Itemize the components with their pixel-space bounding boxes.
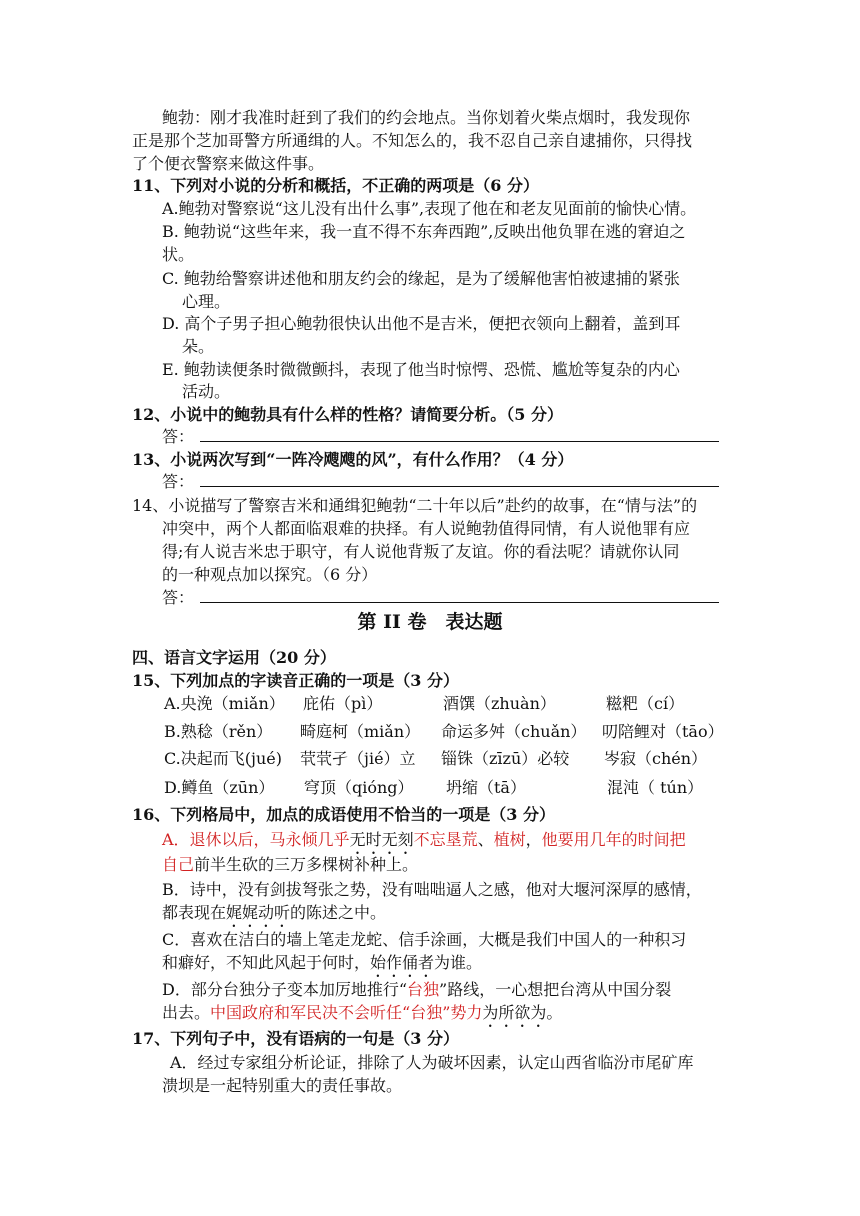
question-11-stem: 11、下列对小说的分析和概括，不正确的两项是（6 分） xyxy=(132,176,539,195)
part-4-title: 四、语言文字运用（20 分） xyxy=(132,648,336,667)
q16-a2-black: 前半生砍的三万多棵树补种上。 xyxy=(194,855,419,874)
passage-line-2: 正是那个芝加哥警方所通缉的人。不知怎么的，我不忍自己亲自逮捕你，只得找 xyxy=(132,131,693,150)
q16-a-red-4: 他要用几年的时间把 xyxy=(541,830,686,849)
q16-d1-red: 台独 xyxy=(407,980,440,999)
q16-a-red-1: A．退休以后，马永倾几乎 xyxy=(162,830,350,849)
q16-b2-pre: 都表现在 xyxy=(162,903,227,922)
q16-a-black-2: 、 xyxy=(477,830,494,849)
q16-a-red-2: 不忘垦荒 xyxy=(413,830,478,849)
q12-answer-line xyxy=(200,441,719,442)
q16-option-d-line-1 xyxy=(162,979,671,1001)
q16-b2-post: 的陈述之中。 xyxy=(290,903,387,922)
q13-answer-label: 答： xyxy=(162,472,195,491)
q15-b-item-2: 畸庭柯（miǎn） xyxy=(300,722,421,741)
q15-a-item-4: 糍粑（cí） xyxy=(606,694,685,713)
q11-option-e-line-2: 活动。 xyxy=(182,382,231,401)
passage-line-1: 鲍勃：刚才我准时赶到了我们的约会地点。当你划着火柴点烟时，我发现你 xyxy=(162,108,691,127)
question-14-line-4: 的一种观点加以探究。（6 分） xyxy=(162,565,378,584)
q15-c-item-1: C.决起而飞(jué) xyxy=(164,749,282,768)
q16-d1-post: ”路线，一心想把台湾从中国分裂 xyxy=(439,980,672,999)
q16-option-c-line-2 xyxy=(162,952,482,981)
q15-c-item-2: 茕茕孑（jié）立 xyxy=(300,749,416,768)
q11-option-c-line-2: 心理。 xyxy=(182,292,231,311)
q14-answer-line xyxy=(200,602,719,603)
q17-option-a-line-1: A．经过专家组分析论证，排除了人为破坏因素，认定山西省临汾市尾矿库 xyxy=(170,1053,694,1072)
q12-answer-label: 答： xyxy=(162,427,195,446)
question-14-line-1: 14、小说描写了警察吉米和通缉犯鲍勃“二十年以后”赴约的故事，在“情与法”的 xyxy=(132,496,698,515)
q16-a-idiom: 无时无刻 xyxy=(349,830,414,849)
q16-d2-red-3: ”势力 xyxy=(442,1003,483,1022)
section-ii-title: 第 II 卷 表达题 xyxy=(357,611,503,633)
q14-answer-label: 答： xyxy=(162,588,195,607)
q11-option-e-line-1: E. 鲍勃读便条时微微颤抖，表现了他当时惊愕、恐慌、尴尬等复杂的内心 xyxy=(162,360,680,379)
passage-line-3: 了个便衣警察来做这件事。 xyxy=(132,154,325,173)
q13-answer-line xyxy=(200,486,719,487)
q17-option-a-line-2: 溃坝是一起特别重大的责任事故。 xyxy=(162,1076,403,1095)
q15-d-item-3: 坍缩（tā） xyxy=(446,778,526,797)
q15-a-item-3: 酒馔（zhuàn） xyxy=(443,694,556,713)
q16-option-c-line-1: C．喜欢在洁白的墙上笔走龙蛇、信手涂画，大概是我们中国人的一种积习 xyxy=(162,930,687,949)
q15-d-item-4: 混沌（ tún） xyxy=(607,778,704,797)
q16-c2-pre: 和癖好，不知此风起于何时， xyxy=(162,953,371,972)
q15-b-item-1: B.熟稔（rěn） xyxy=(164,722,273,741)
q15-c-item-4: 岑寂（chén） xyxy=(604,749,708,768)
q11-option-b-line-2: 状。 xyxy=(162,245,195,264)
question-12-stem: 12、小说中的鲍勃具有什么样的性格？请简要分析。（5 分） xyxy=(132,405,563,424)
q16-d-idiom: 为所欲为 xyxy=(482,1003,547,1022)
q11-option-c-line-1: C. 鲍勃给警察讲述他和朋友约会的缘起，是为了缓解他害怕被逮捕的紧张 xyxy=(162,269,680,288)
q16-d2-post: 。 xyxy=(546,1003,563,1022)
q15-c-item-3: 锱铢（zīzū）必较 xyxy=(441,749,570,768)
q16-a-red-3: 植树 xyxy=(493,830,526,849)
q16-c2-post: 为谁。 xyxy=(434,953,483,972)
q15-d-item-2: 穹顶（qióng） xyxy=(304,778,414,797)
question-15-stem: 15、下列加点的字读音正确的一项是（3 分） xyxy=(132,671,459,690)
question-14-line-3: 得;有人说吉米忠于职守，有人说他背叛了友谊。你的看法呢？请就你认同 xyxy=(162,542,680,561)
q11-option-d-line-1: D. 高个子男子担心鲍勃很快认出他不是吉米，便把衣领向上翻着，盖到耳 xyxy=(162,314,681,333)
q16-c-idiom: 始作俑者 xyxy=(370,953,435,972)
q15-a-item-2: 庇佑（pì） xyxy=(303,694,383,713)
q16-option-d-line-2 xyxy=(162,1002,562,1031)
q16-option-b-line-2 xyxy=(162,902,386,931)
question-14-line-2: 冲突中，两个人都面临艰难的抉择。有人说鲍勃值得同情，有人说他罪有应 xyxy=(162,519,691,538)
q15-b-item-4: 叨陪鲤对（tāo） xyxy=(602,722,724,741)
question-17-stem: 17、下列句子中，没有语病的一句是（3 分） xyxy=(132,1029,459,1048)
q16-option-b-line-1: B．诗中，没有剑拔弩张之势，没有咄咄逼人之感，他对大堰河深厚的感情， xyxy=(162,880,702,899)
q16-a2-red: 自己 xyxy=(162,855,195,874)
question-16-stem: 16、下列格局中，加点的成语使用不恰当的一项是（3 分） xyxy=(132,805,555,824)
q11-option-b-line-1: B. 鲍勃说“这些年来，我一直不得不东奔西跑”,反映出他负罪在逃的窘迫之 xyxy=(162,222,686,241)
question-13-stem: 13、小说两次写到“一阵冷飕飕的风”，有什么作用？（4 分） xyxy=(132,450,574,469)
q16-b-idiom: 娓娓动听 xyxy=(226,903,291,922)
q11-option-d-line-2: 朵。 xyxy=(182,337,215,356)
q16-option-a-line-2 xyxy=(162,854,418,876)
q16-d2-red-1: 中国政府和军民决不会听任“ xyxy=(210,1003,411,1022)
q15-a-item-1: A.央浼（miǎn） xyxy=(164,694,285,713)
q16-a-black-3: ， xyxy=(525,830,542,849)
q16-d1-pre: D．部分台独分子变本加厉地推行“ xyxy=(162,980,408,999)
q15-d-item-1: D.鳟鱼（zūn） xyxy=(164,778,275,797)
q16-d2-red-2: 台独 xyxy=(410,1003,443,1022)
q16-d2-pre: 出去。 xyxy=(162,1003,211,1022)
q15-b-item-3: 命运多舛（chuǎn） xyxy=(441,722,587,741)
q11-option-a: A.鲍勃对警察说“这儿没有出什么事”,表现了他在和老友见面前的愉快心情。 xyxy=(162,199,697,218)
